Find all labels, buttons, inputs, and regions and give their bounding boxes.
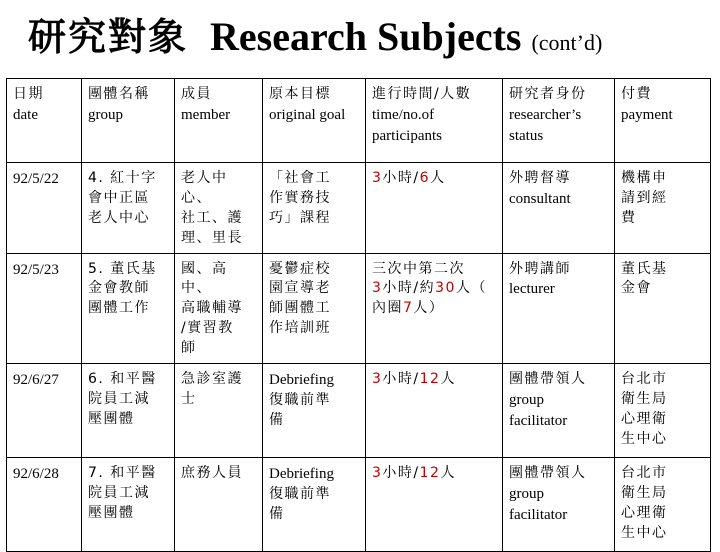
cell-line: 金會: [621, 280, 652, 297]
cell-line: group: [509, 391, 544, 408]
header-member: 成員 member: [175, 79, 263, 163]
cell-time: [366, 253, 503, 363]
cell-line: 壓團體: [88, 410, 135, 427]
cell-line: 機構申: [621, 170, 668, 186]
cell-line: 壓團體: [88, 504, 135, 521]
cell-line: 國、高中、: [181, 260, 228, 297]
cell-time: [366, 363, 503, 457]
cell-line: 4. 紅十字: [88, 170, 157, 186]
header-payment: 付費 payment: [615, 79, 711, 163]
cell-line: 理、里長: [181, 229, 243, 246]
cell-line: 請到經: [621, 189, 668, 206]
cell-line: 92/5/23: [13, 261, 59, 278]
cell-line: 院員工減: [88, 484, 150, 501]
cell-line: facilitator: [509, 507, 568, 524]
cell-line: 院員工減: [88, 390, 150, 407]
cell-goal: [263, 253, 366, 363]
table-row: [7, 363, 711, 457]
cell-line: 生中心: [621, 430, 668, 447]
cell-line: 外聘講師: [509, 260, 571, 277]
cell-member: [175, 457, 263, 551]
cell-line: 金會教師: [88, 280, 150, 297]
cell-line: 衛生局: [621, 484, 668, 501]
cell-line: group: [509, 485, 544, 502]
slide-title: [28, 6, 602, 70]
table-row: [7, 163, 711, 254]
cell-payment: [615, 253, 711, 363]
title-continued: (cont’d): [531, 30, 603, 55]
cell-line: 高職輔導: [181, 300, 243, 317]
research-subjects-table: [6, 78, 711, 552]
cell-line: 心理衛: [621, 504, 668, 521]
cell-line: 師: [181, 340, 197, 356]
header-time: 進行時間/人數 time/no.of participants: [366, 79, 503, 163]
header-group: 團體名稱 group: [82, 79, 175, 163]
cell-line: 7. 和平醫: [88, 464, 157, 481]
cell-group: [82, 457, 175, 551]
cell-line: 作實務技: [269, 189, 331, 206]
cell-line: 3小時/12人: [372, 464, 456, 481]
cell-line: 生中心: [621, 524, 668, 541]
cell-line: 3小時/6人: [372, 170, 446, 186]
table-row: [7, 253, 711, 363]
cell-line: 園宣導老: [269, 280, 331, 297]
cell-line: 會中正區: [88, 189, 150, 206]
table-row: [7, 457, 711, 551]
cell-line: 社工、護: [181, 209, 243, 226]
cell-line: 台北市: [621, 370, 668, 387]
cell-line: 庶務人員: [181, 464, 243, 481]
header-date: 日期 date: [7, 79, 82, 163]
cell-line: consultant: [509, 190, 571, 207]
cell-time: [366, 163, 503, 254]
cell-member: [175, 163, 263, 254]
cell-group: [82, 253, 175, 363]
cell-payment: [615, 457, 711, 551]
cell-line: 師團體工: [269, 300, 331, 317]
cell-date: [7, 163, 82, 254]
cell-status: [503, 457, 615, 551]
cell-line: 作培訓班: [269, 320, 331, 337]
cell-line: 92/5/22: [13, 171, 59, 187]
header-goal: 原本目標 original goal: [263, 79, 366, 163]
cell-line: 團體工作: [88, 300, 150, 317]
title-chinese: 研究對象: [28, 15, 189, 59]
cell-group: [82, 363, 175, 457]
cell-payment: [615, 163, 711, 254]
cell-group: [82, 163, 175, 254]
cell-line: 老人中心、: [181, 170, 228, 206]
cell-line: 士: [181, 390, 197, 407]
cell-goal: [263, 163, 366, 254]
cell-status: [503, 363, 615, 457]
cell-line: 心理衛: [621, 410, 668, 427]
cell-time: [366, 457, 503, 551]
cell-line: 三次中第二次: [372, 260, 465, 277]
cell-payment: [615, 363, 711, 457]
cell-line: 3小時/12人: [372, 370, 456, 387]
cell-line: 急診室護: [181, 370, 243, 387]
cell-line: 巧」課程: [269, 209, 331, 226]
cell-date: [7, 253, 82, 363]
cell-line: 外聘督導: [509, 170, 571, 186]
cell-line: 92/6/28: [13, 465, 59, 482]
title-english: Research Subjects: [210, 14, 522, 59]
header-status: 研究者身份 researcher’s status: [503, 79, 615, 163]
cell-line: 台北市: [621, 464, 668, 481]
cell-line: 3小時/約30人（: [372, 280, 487, 297]
cell-line: 92/6/27: [13, 371, 59, 388]
cell-line: 衛生局: [621, 390, 668, 407]
cell-line: 內圈7人）: [372, 300, 445, 317]
cell-goal: [263, 457, 366, 551]
cell-line: 備: [269, 412, 285, 429]
cell-line: 備: [269, 506, 285, 523]
cell-line: 團體帶領人: [509, 370, 587, 387]
cell-line: 復職前準: [269, 486, 331, 503]
cell-line: 6. 和平醫: [88, 370, 157, 387]
cell-line: /實習教: [181, 320, 234, 337]
cell-date: [7, 457, 82, 551]
cell-member: [175, 363, 263, 457]
cell-line: 老人中心: [88, 209, 150, 226]
cell-line: Debriefing: [269, 371, 334, 388]
cell-status: [503, 253, 615, 363]
cell-line: lecturer: [509, 281, 555, 298]
cell-line: facilitator: [509, 413, 568, 430]
cell-goal: [263, 363, 366, 457]
cell-member: [175, 253, 263, 363]
cell-line: 「社會工: [269, 170, 331, 186]
cell-line: 團體帶領人: [509, 464, 587, 481]
cell-line: 董氏基: [621, 260, 668, 277]
cell-line: 費: [621, 209, 637, 226]
cell-line: Debriefing: [269, 465, 334, 482]
header-row: [7, 79, 711, 163]
cell-line: 復職前準: [269, 392, 331, 409]
cell-date: [7, 363, 82, 457]
cell-status: [503, 163, 615, 254]
cell-line: 憂鬱症校: [269, 260, 331, 277]
cell-line: 5. 董氏基: [88, 260, 157, 277]
